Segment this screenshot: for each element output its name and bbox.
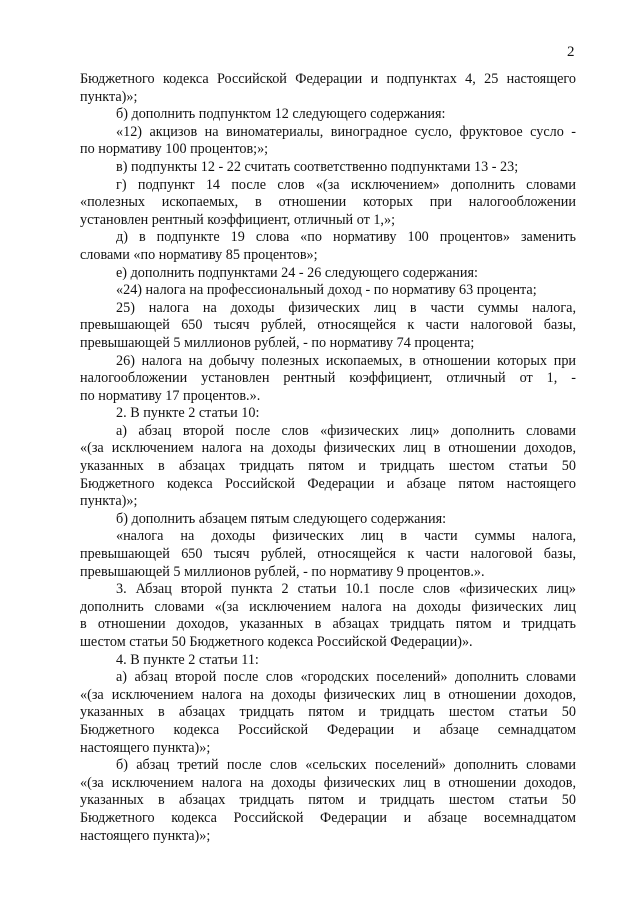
text-line: по нормативу 100 процентов;»;: [80, 141, 269, 158]
text-line: дополнить словами «(за исключением налога на доходы физических лиц: [80, 598, 576, 615]
text-line: а) абзац второй после слов «городских поселений» дополнить словами: [116, 669, 576, 686]
text-line: 4. В пункте 2 статьи 11:: [116, 651, 259, 668]
text-line: в) подпункты 12 - 22 считать соответственно подпунктами 13 - 23;: [116, 158, 519, 175]
text-line: по нормативу 17 процентов.».: [80, 387, 261, 404]
text-line: пункта)»;: [80, 493, 138, 510]
text-line: Бюджетного кодекса Российской Федерации и абзаце восемнадцатом: [80, 809, 576, 826]
text-line: д) в подпункте 19 слова «по нормативу 100 процентов» заменить: [116, 229, 576, 246]
document-body: [80, 71, 576, 845]
text-line: шестом статьи 50 Бюджетного кодекса Российской Федерации)».: [80, 634, 473, 650]
text-line: б) дополнить подпунктом 12 следующего содержания:: [116, 106, 446, 123]
text-line: 3. Абзац второй пункта 2 статьи 10.1 после слов «физических лиц»: [116, 581, 576, 598]
text-line: превышающей 5 миллионов рублей, - по нормативу 9 процентов.».: [80, 563, 485, 580]
text-line: «налога на доходы физических лиц в части суммы налога,: [116, 528, 576, 545]
text-line: настоящего пункта)»;: [80, 827, 211, 844]
text-line: е) дополнить подпунктами 24 - 26 следующего содержания:: [116, 264, 478, 281]
text-line: указанных в абзацах тридцать пятом и тридцать шестом статьи 50: [80, 704, 576, 721]
text-line: указанных в абзацах тридцать пятом и тридцать шестом статьи 50: [80, 458, 576, 475]
text-line: 2. В пункте 2 статьи 10:: [116, 405, 260, 422]
text-line: налогообложении установлен рентный коэффициент, отличный от 1, -: [80, 370, 576, 387]
text-line: «полезных ископаемых, в отношении которых при налогообложении: [80, 194, 576, 211]
text-line: «(за исключением налога на доходы физических лиц в отношении доходов,: [80, 440, 576, 457]
text-line: Бюджетного кодекса Российской Федерации и подпунктах 4, 25 настоящего: [80, 71, 576, 87]
text-line: б) абзац третий после слов «сельских поселений» дополнить словами: [116, 757, 576, 774]
text-line: Бюджетного кодекса Российской Федерации и абзаце пятом настоящего: [80, 475, 576, 492]
text-line: 26) налога на добычу полезных ископаемых, в отношении которых при: [116, 352, 576, 369]
text-line: указанных в абзацах тридцать пятом и тридцать шестом статьи 50: [80, 792, 576, 809]
text-line: превышающей 5 миллионов рублей, - по нормативу 74 процента;: [80, 334, 475, 351]
text-line: превышающей 650 тысяч рублей, относящейся к части налоговой базы,: [80, 317, 576, 334]
text-line: 25) налога на доходы физических лиц в части суммы налога,: [116, 299, 576, 316]
text-line: г) подпункт 14 после слов «(за исключением» дополнить словами: [116, 176, 576, 193]
text-line: словами «по нормативу 85 процентов»;: [80, 246, 318, 263]
text-line: «24) налога на профессиональный доход - по нормативу 63 процента;: [116, 282, 537, 299]
text-line: в отношении доходов, указанных в абзацах тридцать пятом и тридцать: [80, 616, 576, 633]
page-number: 2: [567, 44, 575, 60]
text-line: б) дополнить абзацем пятым следующего содержания:: [116, 510, 447, 527]
text-line: настоящего пункта)»;: [80, 739, 211, 756]
text-line: «(за исключением налога на доходы физических лиц в отношении доходов,: [80, 774, 576, 791]
text-line: пункта)»;: [80, 88, 138, 105]
text-line: установлен рентный коэффициент, отличный от 1,»;: [80, 211, 396, 228]
text-line: а) абзац второй после слов «физических лиц» дополнить словами: [116, 422, 576, 439]
text-line: «(за исключением налога на доходы физических лиц в отношении доходов,: [80, 686, 576, 703]
text-line: Бюджетного кодекса Российской Федерации и абзаце семнадцатом: [80, 721, 576, 738]
text-line: «12) акцизов на виноматериалы, виноградное сусло, фруктовое сусло -: [116, 123, 576, 140]
text-line: превышающей 650 тысяч рублей, относящейся к части налоговой базы,: [80, 546, 576, 563]
